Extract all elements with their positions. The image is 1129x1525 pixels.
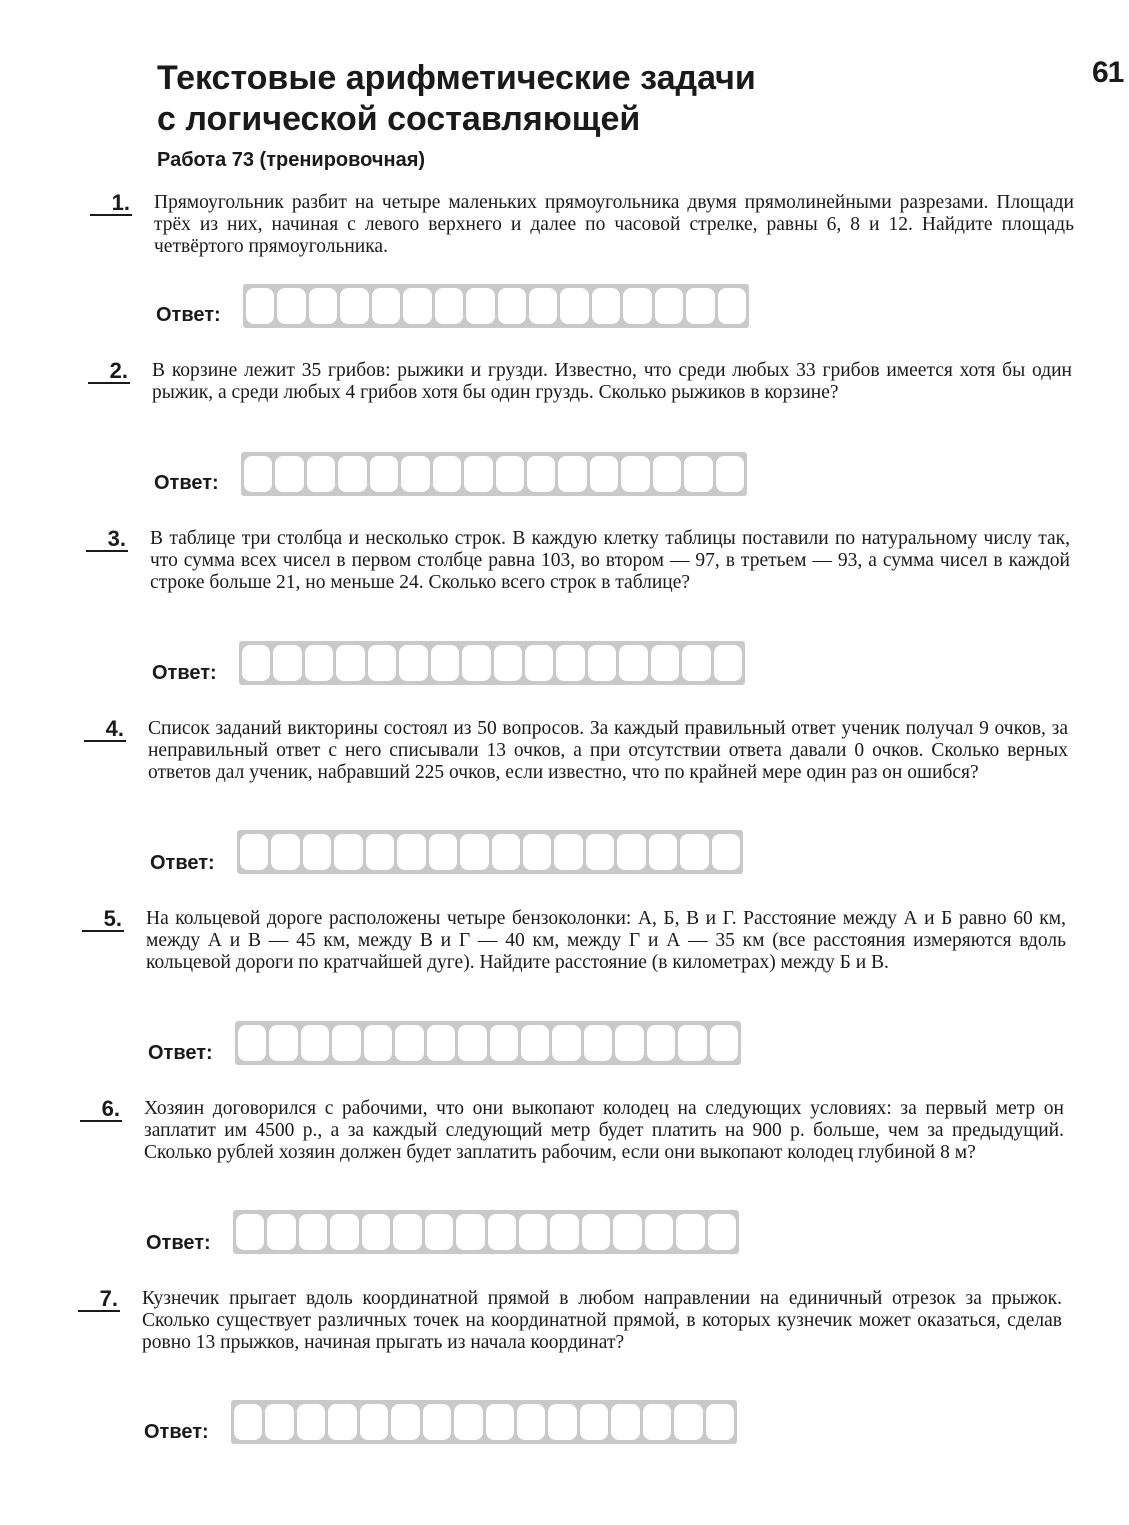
- task-number: 5.: [82, 908, 124, 932]
- answer-cell[interactable]: [655, 288, 683, 324]
- answer-cell[interactable]: [706, 1404, 734, 1440]
- answer-cell[interactable]: [234, 1404, 262, 1440]
- answer-cell[interactable]: [427, 1025, 455, 1061]
- answer-cell[interactable]: [712, 834, 740, 870]
- answer-cell[interactable]: [332, 1025, 360, 1061]
- answer-cell[interactable]: [716, 456, 744, 492]
- answer-cell[interactable]: [362, 1214, 390, 1250]
- answer-cell[interactable]: [238, 1025, 266, 1061]
- answer-cell[interactable]: [527, 456, 555, 492]
- task-text: В корзине лежит 35 грибов: рыжики и грузди. Известно, что среди любых 33 грибов имеется хотя бы один рыжик, а среди любых 4 грибов хотя бы один груздь. Сколько рыжиков в корзине?: [152, 360, 1072, 403]
- answer-cell[interactable]: [336, 645, 364, 681]
- answer-cell[interactable]: [525, 645, 553, 681]
- task-number: 3.: [86, 528, 128, 552]
- answer-cell[interactable]: [401, 456, 429, 492]
- task-number: 6.: [80, 1098, 122, 1122]
- answer-cell[interactable]: [303, 834, 331, 870]
- task-text: На кольцевой дороге расположены четыре бензоколонки: А, Б, В и Г. Расстояние между А и Б равно 60 км, между А и В — 45 км, между В и Г — 40 км, между Г и А — 35 км (все расстояния измеряются вдоль кольцевой дороги по кратчайшей дуге). Найдите расстояние (в километрах) между Б и В.: [146, 908, 1066, 973]
- answer-cell[interactable]: [236, 1214, 264, 1250]
- task-text: В таблице три столбца и несколько строк. В каждую клетку таблицы поставили по натуральному числу так, что сумма всех чисел в первом столбце равна 103, во втором — 97, в третьем — 93, а сумма чисел в каждой строке больше 21, но меньше 24. Сколько всего строк в таблице?: [150, 528, 1070, 593]
- answer-label: Ответ:: [154, 472, 219, 494]
- answer-cell[interactable]: [435, 288, 463, 324]
- answer-box[interactable]: [233, 1210, 739, 1254]
- answer-cell[interactable]: [372, 288, 400, 324]
- answer-cell[interactable]: [429, 834, 457, 870]
- answer-cell[interactable]: [613, 1214, 641, 1250]
- answer-box[interactable]: [237, 830, 743, 874]
- answer-cell[interactable]: [395, 1025, 423, 1061]
- answer-cell[interactable]: [486, 1404, 514, 1440]
- answer-cell[interactable]: [240, 834, 268, 870]
- answer-cell[interactable]: [425, 1214, 453, 1250]
- answer-cell[interactable]: [334, 834, 362, 870]
- answer-cell[interactable]: [454, 1404, 482, 1440]
- answer-cell[interactable]: [558, 456, 586, 492]
- answer-box[interactable]: [243, 284, 749, 328]
- answer-cell[interactable]: [523, 834, 551, 870]
- answer-cell[interactable]: [271, 834, 299, 870]
- task-number: 1.: [90, 192, 132, 216]
- answer-cell[interactable]: [588, 645, 616, 681]
- answer-cell[interactable]: [366, 834, 394, 870]
- answer-cell[interactable]: [466, 288, 494, 324]
- answer-cell[interactable]: [623, 288, 651, 324]
- answer-cell[interactable]: [403, 288, 431, 324]
- answer-cell[interactable]: [360, 1404, 388, 1440]
- answer-cell[interactable]: [433, 456, 461, 492]
- answer-cell[interactable]: [619, 645, 647, 681]
- answer-label: Ответ:: [144, 1421, 209, 1443]
- answer-cell[interactable]: [592, 288, 620, 324]
- answer-cell[interactable]: [242, 645, 270, 681]
- answer-label: Ответ:: [156, 304, 221, 326]
- answer-cell[interactable]: [370, 456, 398, 492]
- answer-cell[interactable]: [521, 1025, 549, 1061]
- answer-cell[interactable]: [519, 1214, 547, 1250]
- answer-label: Ответ:: [150, 852, 215, 874]
- answer-cell[interactable]: [391, 1404, 419, 1440]
- answer-cell[interactable]: [680, 834, 708, 870]
- answer-cell[interactable]: [684, 456, 712, 492]
- answer-cell[interactable]: [305, 645, 333, 681]
- answer-cell[interactable]: [586, 834, 614, 870]
- answer-cell[interactable]: [682, 645, 710, 681]
- answer-label: Ответ:: [146, 1232, 211, 1254]
- answer-cell[interactable]: [554, 834, 582, 870]
- answer-label: Ответ:: [148, 1042, 213, 1064]
- answer-cell[interactable]: [301, 1025, 329, 1061]
- answer-cell[interactable]: [328, 1404, 356, 1440]
- answer-cell[interactable]: [710, 1025, 738, 1061]
- answer-cell[interactable]: [393, 1214, 421, 1250]
- answer-cell[interactable]: [431, 645, 459, 681]
- task-text: Список заданий викторины состоял из 50 вопросов. За каждый правильный ответ ученик получал 9 очков, за неправильный ответ с него списывали 13 очков, а при отсутствии ответа давали 0 очков. Сколько верных ответов дал ученик, набравший 225 очков, если известно, что по крайней мере один раз он ошибся?: [148, 718, 1068, 783]
- answer-cell[interactable]: [643, 1404, 671, 1440]
- answer-box[interactable]: [239, 641, 745, 685]
- answer-cell[interactable]: [494, 645, 522, 681]
- answer-cell[interactable]: [460, 834, 488, 870]
- answer-cell[interactable]: [653, 456, 681, 492]
- answer-cell[interactable]: [340, 288, 368, 324]
- answer-cell[interactable]: [458, 1025, 486, 1061]
- answer-cell[interactable]: [529, 288, 557, 324]
- answer-cell[interactable]: [590, 456, 618, 492]
- answer-cell[interactable]: [584, 1025, 612, 1061]
- answer-cell[interactable]: [244, 456, 272, 492]
- answer-cell[interactable]: [364, 1025, 392, 1061]
- answer-cell[interactable]: [269, 1025, 297, 1061]
- answer-cell[interactable]: [647, 1025, 675, 1061]
- answer-cell[interactable]: [464, 456, 492, 492]
- answer-cell[interactable]: [552, 1025, 580, 1061]
- answer-cell[interactable]: [676, 1214, 704, 1250]
- answer-cell[interactable]: [423, 1404, 451, 1440]
- answer-cell[interactable]: [714, 645, 742, 681]
- answer-box[interactable]: [235, 1021, 741, 1065]
- answer-cell[interactable]: [456, 1214, 484, 1250]
- answer-cell[interactable]: [397, 834, 425, 870]
- answer-cell[interactable]: [708, 1214, 736, 1250]
- answer-cell[interactable]: [550, 1214, 578, 1250]
- answer-cell[interactable]: [297, 1404, 325, 1440]
- answer-cell[interactable]: [556, 645, 584, 681]
- answer-cell[interactable]: [277, 288, 305, 324]
- work-subtitle: Работа 73 (тренировочная): [157, 149, 426, 171]
- answer-cell[interactable]: [498, 288, 526, 324]
- task-number: 2.: [88, 360, 130, 384]
- answer-label: Ответ:: [152, 662, 217, 684]
- task-number: 4.: [84, 718, 126, 742]
- answer-cell[interactable]: [651, 645, 679, 681]
- answer-cell[interactable]: [678, 1025, 706, 1061]
- task-text: Хозяин договорился с рабочими, что они выкопают колодец на следующих условиях: за первый метр он заплатит им 4500 р., а за каждый следующий метр будет платить на 900 р. больше, чем за предыдущий. Сколько рублей хозяин должен будет заплатить рабочим, если они выкопают колодец глубиной 8 м?: [144, 1098, 1064, 1163]
- title-line-2: с логической составляющей: [157, 100, 641, 138]
- answer-cell[interactable]: [580, 1404, 608, 1440]
- answer-cell[interactable]: [338, 456, 366, 492]
- answer-cell[interactable]: [645, 1214, 673, 1250]
- answer-cell[interactable]: [611, 1404, 639, 1440]
- answer-cell[interactable]: [674, 1404, 702, 1440]
- title-line-1: Текстовые арифметические задачи: [157, 59, 756, 97]
- task-text: Прямоугольник разбит на четыре маленьких прямоугольника двумя прямолинейными разрезами. Площади трёх из них, начиная с левого верхнего и далее по часовой стрелке, равны 6, 8 и 12. Найдите площадь четвёртого прямоугольника.: [154, 192, 1074, 257]
- answer-cell[interactable]: [496, 456, 524, 492]
- page-title: [157, 58, 937, 140]
- answer-cell[interactable]: [265, 1404, 293, 1440]
- answer-cell[interactable]: [399, 645, 427, 681]
- task-number: 7.: [78, 1288, 120, 1312]
- answer-box[interactable]: [231, 1400, 737, 1444]
- task-text: Кузнечик прыгает вдоль координатной прямой в любом направлении на единичный отрезок за прыжок. Сколько существует различных точек на координатной прямой, в которых кузнечик может оказаться, сделав ровно 13 прыжков, начиная прыгать из начала координат?: [142, 1288, 1062, 1353]
- answer-cell[interactable]: [649, 834, 677, 870]
- answer-cell[interactable]: [492, 834, 520, 870]
- answer-box[interactable]: [241, 452, 747, 496]
- answer-cell[interactable]: [273, 645, 301, 681]
- answer-cell[interactable]: [299, 1214, 327, 1250]
- answer-cell[interactable]: [275, 456, 303, 492]
- answer-cell[interactable]: [490, 1025, 518, 1061]
- answer-cell[interactable]: [309, 288, 337, 324]
- answer-cell[interactable]: [462, 645, 490, 681]
- answer-cell[interactable]: [560, 288, 588, 324]
- answer-cell[interactable]: [307, 456, 335, 492]
- answer-cell[interactable]: [615, 1025, 643, 1061]
- answer-cell[interactable]: [368, 645, 396, 681]
- answer-cell[interactable]: [548, 1404, 576, 1440]
- answer-cell[interactable]: [488, 1214, 516, 1250]
- answer-cell[interactable]: [617, 834, 645, 870]
- answer-cell[interactable]: [330, 1214, 358, 1250]
- page-number: 61: [1092, 56, 1124, 89]
- answer-cell[interactable]: [718, 288, 746, 324]
- answer-cell[interactable]: [517, 1404, 545, 1440]
- answer-cell[interactable]: [621, 456, 649, 492]
- answer-cell[interactable]: [686, 288, 714, 324]
- answer-cell[interactable]: [246, 288, 274, 324]
- answer-cell[interactable]: [267, 1214, 295, 1250]
- answer-cell[interactable]: [582, 1214, 610, 1250]
